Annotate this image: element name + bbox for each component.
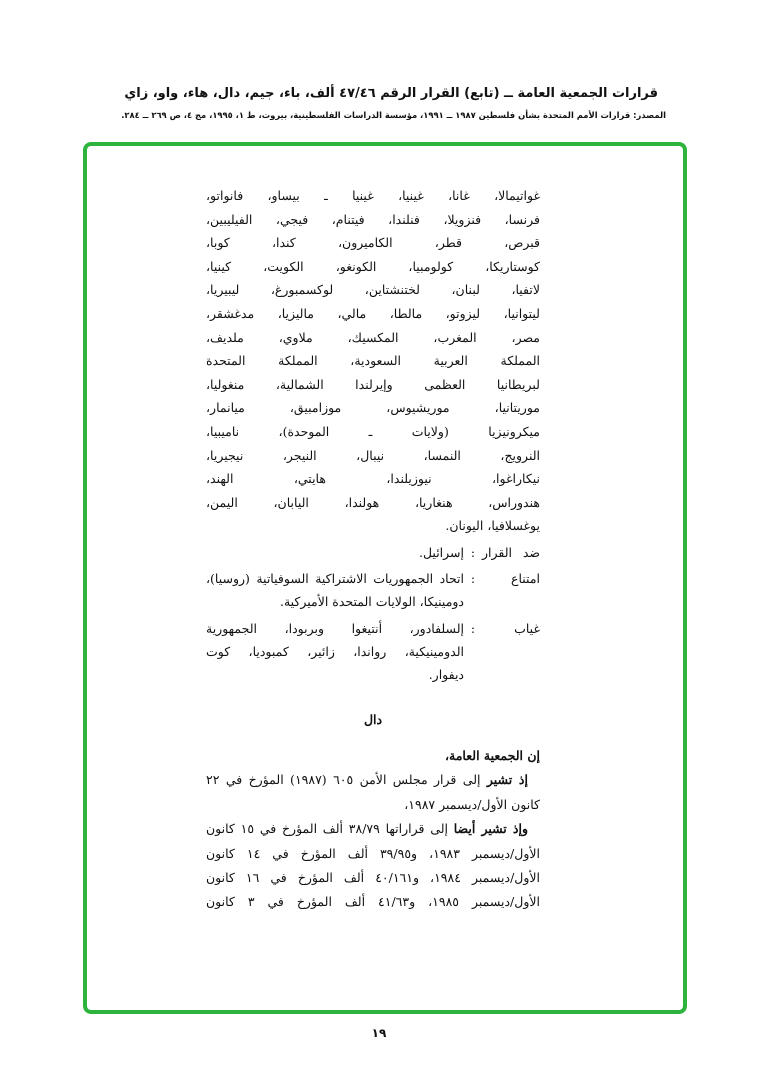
preamble-line — [206, 768, 540, 792]
preamble-lead: وإذ تشير أيضا — [453, 821, 528, 837]
vote-against — [206, 542, 540, 565]
vote-value — [206, 568, 464, 614]
vote-label: غياب — [514, 621, 540, 636]
preamble-text: إلى قرار مجلس الأمن ٦٠٥ (١٩٨٧) المؤرخ في ٢٢ — [206, 772, 481, 788]
vote-line: إسرائيل. — [418, 545, 464, 560]
countries-line: ميكرونيزيا (ولايات ـ الموحدة)، ناميبيا، — [206, 423, 540, 439]
countries-list — [206, 184, 540, 538]
countries-line: غواتيمالا، غانا، غينيا، غينيا ـ بيساو، فانواتو، — [206, 188, 540, 203]
countries-line: النرويج، النمسا، نيبال، النيجر، نيجيريا، — [206, 447, 540, 463]
countries-line: قبرص، قطر، الكاميرون، كندا، كوبا، — [206, 235, 540, 251]
countries-line: ليتوانيا، ليزوتو، مالطا، مالي، ماليزيا، مدغشقر، — [206, 305, 540, 321]
preamble-line: الأول/ديسمبر ١٩٨٤، و٤٠/١٦١ ألف المؤرخ في ١٦ كانون — [206, 869, 540, 885]
preamble-line — [206, 817, 540, 841]
preamble-line: الأول/ديسمبر ١٩٨٥، و٤١/٦٣ ألف المؤرخ في ٣ كانون — [206, 894, 540, 910]
vote-line: اتحاد الجمهوريات الاشتراكية السوفياتية (روسيا)، — [206, 571, 464, 586]
opening-line: إن الجمعية العامة، — [445, 748, 540, 763]
vote-line: الدومينيكية، رواندا، زائير، كمبوديا، كوت — [206, 644, 464, 659]
vote-absent — [206, 618, 540, 687]
vote-colon: : — [470, 545, 476, 560]
countries-line: لبريطانيا العظمى وإيرلندا الشمالية، منغوليا، — [206, 376, 540, 392]
vote-line: إلسلفادور، أنتيغوا وبربودا، الجمهورية — [206, 621, 464, 636]
countries-line: المملكة العربية السعودية، المملكة المتحدة — [206, 353, 540, 369]
page-header-title: قرارات الجمعية العامة ــ (تابع) القرار الرقم ٤٧/٤٦ ألف، باء، جيم، دال، هاء، واو، زاي — [124, 86, 658, 101]
page-number: ١٩ — [371, 1026, 387, 1040]
source-citation: المصدر: قرارات الأمم المتحدة بشأن فلسطين ١٩٨٧ ــ ١٩٩١، مؤسسة الدراسات الفلسطينية، بيروت، ط ١، ١٩٩٥، مج ٤، ص ٢٦٩ ــ ٢٨٤. — [121, 110, 666, 120]
countries-line: نيكاراغوا، نيوزيلندا، هايتي، الهند، — [206, 471, 540, 487]
vote-line: دومينيكا، الولايات المتحدة الأميركية. — [279, 594, 464, 609]
vote-value — [206, 542, 464, 565]
countries-line: يوغسلافيا، اليونان. — [445, 518, 540, 534]
resolution-body — [206, 744, 540, 915]
vote-line: ديفوار. — [428, 667, 464, 682]
preamble-text: إلى قراراتها ٣٨/٧٩ ألف المؤرخ في ١٥ كانون — [206, 821, 448, 837]
countries-line: كوستاريكا، كولومبيا، الكونغو، الكويت، كينيا، — [206, 258, 540, 274]
vote-abstaining — [206, 568, 540, 614]
countries-line: فرنسا، فنزويلا، فنلندا، فيتنام، فيجي، الفيليبين، — [206, 211, 540, 227]
vote-colon: : — [470, 571, 476, 586]
countries-line: مصر، المغرب، المكسيك، ملاوي، ملديف، — [206, 329, 540, 345]
vote-value — [206, 618, 464, 687]
countries-line: هندوراس، هنغاريا، هولندا، اليابان، اليمن، — [206, 494, 540, 510]
preamble-line: كانون الأول/ديسمبر ١٩٨٧، — [404, 796, 540, 812]
countries-line: موريتانيا، موريشيوس، موزامبيق، ميانمار، — [206, 400, 540, 416]
preamble-line: الأول/ديسمبر ١٩٨٣، و٣٩/٩٥ ألف المؤرخ في ١٤ كانون — [206, 845, 540, 861]
preamble-lead: إذ تشير — [486, 772, 528, 788]
vote-label: ضد القرار — [482, 545, 540, 560]
vote-label: امتناع — [511, 571, 540, 586]
vote-colon: : — [470, 621, 476, 636]
countries-line: لاتفيا، لبنان، لختنشتاين، لوكسمبورغ، ليبيريا، — [206, 282, 540, 298]
section-heading: دال — [363, 712, 383, 727]
